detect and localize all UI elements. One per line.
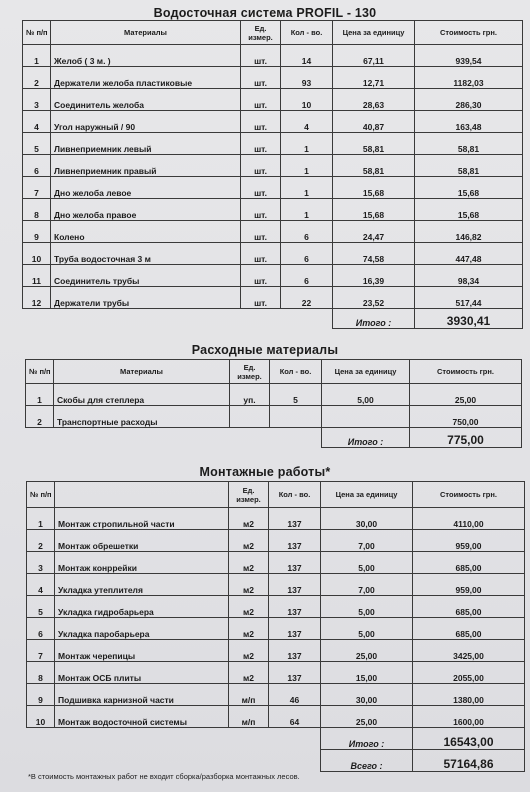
row-cost: 1600,00 <box>413 706 525 728</box>
row-item: Угол наружный / 90 <box>51 111 241 133</box>
row-item: Дно желоба правое <box>51 199 241 221</box>
row-item: Ливнеприемник левый <box>51 133 241 155</box>
row-cost: 447,48 <box>415 243 523 265</box>
row-item: Монтаж ОСБ плиты <box>55 662 229 684</box>
section2-header-row <box>26 360 522 384</box>
row-unit: шт. <box>241 243 281 265</box>
row-unit-price: 40,87 <box>333 111 415 133</box>
table-row <box>23 133 523 155</box>
row-unit-price: 67,11 <box>333 45 415 67</box>
row-cost: 15,68 <box>415 177 523 199</box>
total-label: Итого : <box>333 309 415 329</box>
row-quantity: 22 <box>281 287 333 309</box>
row-unit-price: 5,00 <box>321 596 413 618</box>
row-quantity: 10 <box>281 89 333 111</box>
row-quantity: 64 <box>269 706 321 728</box>
row-number: 11 <box>23 265 51 287</box>
row-cost: 2055,00 <box>413 662 525 684</box>
row-number: 2 <box>27 530 55 552</box>
header-qty: Кол - во. <box>281 21 333 45</box>
row-unit: шт. <box>241 155 281 177</box>
row-unit: м2 <box>229 530 269 552</box>
row-unit <box>230 406 270 428</box>
row-cost: 4110,00 <box>413 508 525 530</box>
row-quantity: 93 <box>281 67 333 89</box>
row-unit: шт. <box>241 133 281 155</box>
row-unit: шт. <box>241 199 281 221</box>
row-item: Подшивка карнизной части <box>55 684 229 706</box>
row-unit-price: 25,00 <box>321 706 413 728</box>
row-number: 4 <box>23 111 51 133</box>
row-cost: 685,00 <box>413 552 525 574</box>
row-unit: м2 <box>229 618 269 640</box>
row-cost: 685,00 <box>413 618 525 640</box>
section1-total-row <box>23 309 523 329</box>
header-price: Цена за единицу <box>322 360 410 384</box>
table-row <box>27 618 525 640</box>
row-unit-price: 30,00 <box>321 508 413 530</box>
total-label: Итого : <box>321 728 413 750</box>
table-row <box>23 265 523 287</box>
row-unit-price: 74,58 <box>333 243 415 265</box>
row-number: 4 <box>27 574 55 596</box>
row-number: 9 <box>23 221 51 243</box>
row-cost: 750,00 <box>410 406 522 428</box>
row-quantity: 137 <box>269 552 321 574</box>
row-quantity: 1 <box>281 199 333 221</box>
row-unit-price: 12,71 <box>333 67 415 89</box>
row-cost: 58,81 <box>415 155 523 177</box>
header-cost: Стоимость грн. <box>410 360 522 384</box>
row-unit: уп. <box>230 384 270 406</box>
section3-total-row <box>27 728 525 750</box>
header-unit: Ед. измер. <box>241 21 281 45</box>
row-unit-price <box>322 406 410 428</box>
row-unit: шт. <box>241 111 281 133</box>
row-number: 1 <box>27 508 55 530</box>
row-item: Держатели желоба пластиковые <box>51 67 241 89</box>
row-item: Монтаж черепицы <box>55 640 229 662</box>
total-value: 3930,41 <box>415 309 523 329</box>
grand-total-value: 57164,86 <box>413 750 525 772</box>
row-quantity: 14 <box>281 45 333 67</box>
section2-total-row <box>26 428 522 448</box>
table-row <box>27 662 525 684</box>
row-number: 1 <box>26 384 54 406</box>
row-unit-price: 15,00 <box>321 662 413 684</box>
row-number: 6 <box>23 155 51 177</box>
header-num: № п/п <box>23 21 51 45</box>
row-unit: м/п <box>229 706 269 728</box>
row-number: 8 <box>23 199 51 221</box>
row-item: Дно желоба левое <box>51 177 241 199</box>
row-quantity: 137 <box>269 530 321 552</box>
row-cost: 58,81 <box>415 133 523 155</box>
header-unit: Ед. измер. <box>229 482 269 508</box>
header-num: № п/п <box>27 482 55 508</box>
row-number: 12 <box>23 287 51 309</box>
row-quantity: 137 <box>269 662 321 684</box>
row-unit-price: 5,00 <box>322 384 410 406</box>
section2-title: Расходные материалы <box>191 343 339 357</box>
row-quantity: 1 <box>281 155 333 177</box>
row-item: Монтаж водосточной системы <box>55 706 229 728</box>
row-number: 10 <box>27 706 55 728</box>
row-number: 9 <box>27 684 55 706</box>
row-unit-price: 23,52 <box>333 287 415 309</box>
table-row <box>23 89 523 111</box>
table-row <box>27 706 525 728</box>
table-row <box>26 406 522 428</box>
row-unit-price: 58,81 <box>333 155 415 177</box>
table-row <box>23 111 523 133</box>
row-number: 6 <box>27 618 55 640</box>
row-quantity: 46 <box>269 684 321 706</box>
row-number: 3 <box>27 552 55 574</box>
header-material: Материалы <box>54 360 230 384</box>
row-item: Ливнеприемник правый <box>51 155 241 177</box>
section3-table <box>26 481 525 772</box>
row-unit: шт. <box>241 221 281 243</box>
row-cost: 3425,00 <box>413 640 525 662</box>
row-unit: м2 <box>229 574 269 596</box>
row-unit: м2 <box>229 662 269 684</box>
row-quantity: 137 <box>269 574 321 596</box>
row-unit-price: 25,00 <box>321 640 413 662</box>
grand-total-label: Всего : <box>321 750 413 772</box>
section2-body <box>26 384 522 428</box>
table-row <box>23 221 523 243</box>
row-unit-price: 58,81 <box>333 133 415 155</box>
row-unit: м2 <box>229 640 269 662</box>
table-row <box>23 199 523 221</box>
total-value: 16543,00 <box>413 728 525 750</box>
table-row <box>27 596 525 618</box>
section1-header-row <box>23 21 523 45</box>
header-material: Материалы <box>51 21 241 45</box>
row-cost: 146,82 <box>415 221 523 243</box>
row-quantity: 6 <box>281 265 333 287</box>
row-number: 8 <box>27 662 55 684</box>
row-number: 3 <box>23 89 51 111</box>
row-cost: 685,00 <box>413 596 525 618</box>
row-number: 2 <box>23 67 51 89</box>
header-cost: Стоимость грн. <box>415 21 523 45</box>
table-row <box>27 508 525 530</box>
row-unit-price: 16,39 <box>333 265 415 287</box>
row-unit: м2 <box>229 596 269 618</box>
row-quantity: 6 <box>281 221 333 243</box>
row-quantity: 1 <box>281 177 333 199</box>
row-unit-price: 24,47 <box>333 221 415 243</box>
row-unit-price: 5,00 <box>321 618 413 640</box>
row-unit: шт. <box>241 287 281 309</box>
row-cost: 1182,03 <box>415 67 523 89</box>
table-row <box>26 384 522 406</box>
row-number: 10 <box>23 243 51 265</box>
row-number: 7 <box>27 640 55 662</box>
row-unit-price: 5,00 <box>321 552 413 574</box>
table-row <box>27 574 525 596</box>
section3-body <box>27 508 525 728</box>
row-item: Транспортные расходы <box>54 406 230 428</box>
row-quantity: 4 <box>281 111 333 133</box>
row-item: Держатели трубы <box>51 287 241 309</box>
section3-header-row <box>27 482 525 508</box>
table-row <box>27 552 525 574</box>
row-quantity: 137 <box>269 640 321 662</box>
header-qty: Кол - во. <box>270 360 322 384</box>
footnote: *В стоимость монтажных работ не входит сборка/разборка монтажных лесов. <box>28 772 300 781</box>
row-quantity: 6 <box>281 243 333 265</box>
row-number: 5 <box>23 133 51 155</box>
table-row <box>23 155 523 177</box>
row-unit-price: 28,63 <box>333 89 415 111</box>
table-row <box>27 684 525 706</box>
row-quantity: 137 <box>269 508 321 530</box>
table-row <box>27 530 525 552</box>
row-quantity: 1 <box>281 133 333 155</box>
row-cost: 517,44 <box>415 287 523 309</box>
row-unit: м2 <box>229 508 269 530</box>
section2-table <box>25 359 522 448</box>
row-number: 5 <box>27 596 55 618</box>
row-unit: шт. <box>241 265 281 287</box>
grand-total-row <box>27 750 525 772</box>
row-cost: 959,00 <box>413 574 525 596</box>
header-material <box>55 482 229 508</box>
row-unit: шт. <box>241 67 281 89</box>
header-qty: Кол - во. <box>269 482 321 508</box>
table-row <box>23 177 523 199</box>
row-unit: шт. <box>241 177 281 199</box>
row-item: Труба водосточная 3 м <box>51 243 241 265</box>
row-cost: 939,54 <box>415 45 523 67</box>
row-cost: 25,00 <box>410 384 522 406</box>
section1-body <box>23 45 523 309</box>
row-unit-price: 30,00 <box>321 684 413 706</box>
row-quantity <box>270 406 322 428</box>
row-unit-price: 15,68 <box>333 177 415 199</box>
row-unit: шт. <box>241 89 281 111</box>
table-row <box>23 243 523 265</box>
row-item: Желоб ( 3 м. ) <box>51 45 241 67</box>
row-quantity: 5 <box>270 384 322 406</box>
row-item: Соединитель желоба <box>51 89 241 111</box>
row-item: Соединитель трубы <box>51 265 241 287</box>
row-unit-price: 7,00 <box>321 574 413 596</box>
row-cost: 286,30 <box>415 89 523 111</box>
row-cost: 15,68 <box>415 199 523 221</box>
row-number: 2 <box>26 406 54 428</box>
section1-table <box>22 20 523 329</box>
row-cost: 163,48 <box>415 111 523 133</box>
header-cost: Стоимость грн. <box>413 482 525 508</box>
row-cost: 959,00 <box>413 530 525 552</box>
section1-title: Водосточная система PROFIL - 130 <box>153 6 377 20</box>
total-label: Итого : <box>322 428 410 448</box>
header-unit: Ед. измер. <box>230 360 270 384</box>
row-item: Колено <box>51 221 241 243</box>
row-number: 1 <box>23 45 51 67</box>
row-quantity: 137 <box>269 596 321 618</box>
row-item: Скобы для степлера <box>54 384 230 406</box>
row-cost: 98,34 <box>415 265 523 287</box>
total-value: 775,00 <box>410 428 522 448</box>
row-item: Укладка утеплителя <box>55 574 229 596</box>
row-item: Монтаж конррейки <box>55 552 229 574</box>
row-item: Монтаж стропильной части <box>55 508 229 530</box>
header-price: Цена за единицу <box>321 482 413 508</box>
row-unit: м/п <box>229 684 269 706</box>
header-price: Цена за единицу <box>333 21 415 45</box>
row-unit: шт. <box>241 45 281 67</box>
row-unit-price: 7,00 <box>321 530 413 552</box>
header-num: № п/п <box>26 360 54 384</box>
row-number: 7 <box>23 177 51 199</box>
row-item: Монтаж обрешетки <box>55 530 229 552</box>
row-unit-price: 15,68 <box>333 199 415 221</box>
row-cost: 1380,00 <box>413 684 525 706</box>
row-quantity: 137 <box>269 618 321 640</box>
row-unit: м2 <box>229 552 269 574</box>
row-item: Укладка гидробарьера <box>55 596 229 618</box>
section3-title: Монтажные работы* <box>199 465 331 479</box>
table-row <box>23 287 523 309</box>
table-row <box>23 67 523 89</box>
table-row <box>23 45 523 67</box>
row-item: Укладка паробарьера <box>55 618 229 640</box>
table-row <box>27 640 525 662</box>
